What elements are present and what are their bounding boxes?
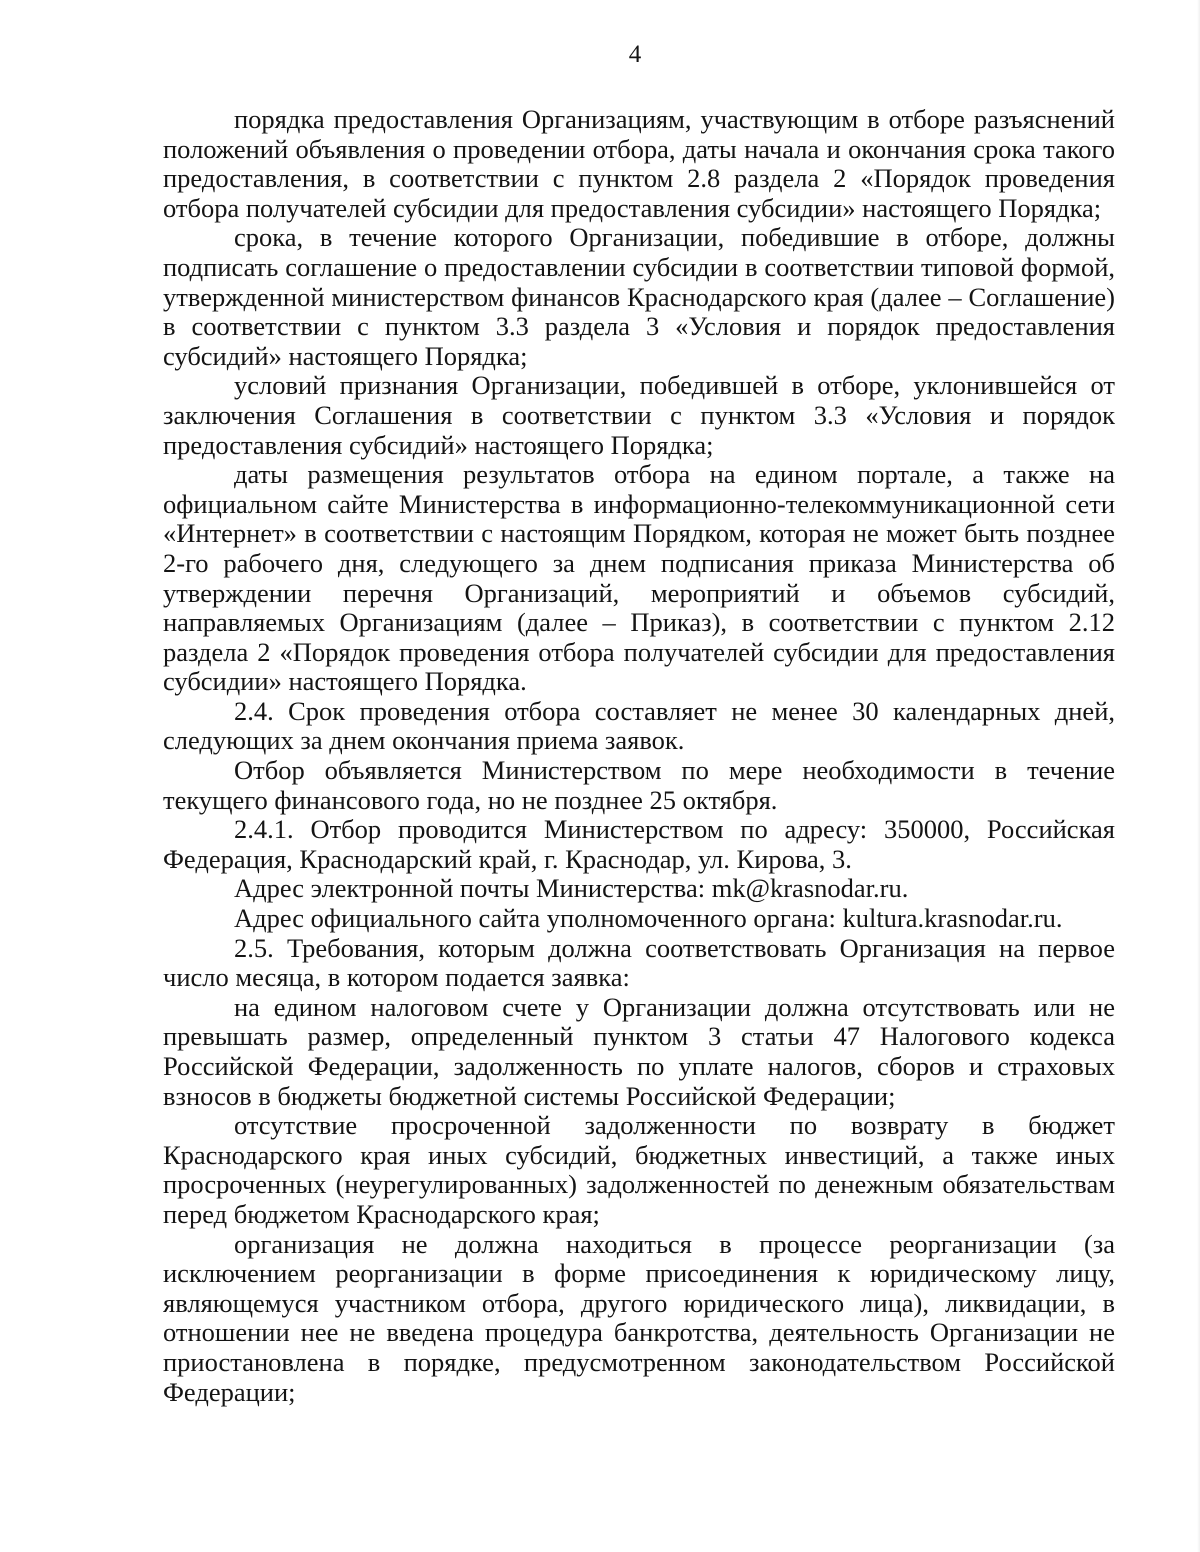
- paragraph-email: Адрес электронной почты Министерства: mk@krasnodar.ru.: [234, 873, 909, 904]
- paragraph-selection-announcement: Отбор объявляется Министерством по мере необходимости в течение текущего финансового года, но не позднее 25 октября.: [163, 755, 1115, 815]
- page-number: 4: [628, 41, 642, 68]
- paragraph-2-4-selection-period: 2.4. Срок проведения отбора составляет не менее 30 календарных дней, следующих за днем окончания приема заявок.: [163, 695, 1115, 756]
- paragraph-results-publication: даты размещения результатов отбора на едином портале, а также на официальном сайте Министерства в информационно-телекоммуникационной сети «Интернет» в соответствии с настоящим Порядком, которая не может быть позднее 2-го рабочего дня, следующего за днем подписания приказа Министерства об утверждении перечня Организаций, мероприятий и объемов субсидий, направляемых Организациям (далее – Приказ), в соответствии с пунктом 2.12 раздела 2 «Порядок проведения отбора получателей субсидии для предоставления субсидии» настоящего Порядка.: [163, 459, 1115, 697]
- paragraph-overdue-debt: отсутствие просроченной задолженности по возврату в бюджет Краснодарского края иных субсидий, бюджетных инвестиций, а также иных просроченных (неурегулированных) задолженностей по денежным обязательствам перед бюджетом Краснодарского края;: [163, 1110, 1115, 1229]
- paragraph-reorganization: организация не должна находиться в процессе реорганизации (за исключением реорганизации в форме присоединения к юридическому лицу, являющемуся участником отбора, другого юридического лица), ликвидации, в отношении нее не введена процедура банкротства, деятельность Организации не приостановлена в порядке, предусмотренном законодательством Российской Федерации;: [163, 1228, 1115, 1407]
- paragraph-agreement-term: срока, в течение которого Организации, победившие в отборе, должны подписать соглашение о предоставлении субсидии в соответствии типовой формой, утвержденной министерством финансов Краснодарского края (далее – Соглашение) в соответствии с пунктом 3.3 раздела 3 «Условия и порядок предоставления субсидий» настоящего Порядка;: [163, 222, 1115, 371]
- paragraph-2-5-requirements: 2.5. Требования, которым должна соответствовать Организация на первое число месяца, в котором подается заявка:: [163, 932, 1115, 993]
- paragraph-2-4-1-address: 2.4.1. Отбор проводится Министерством по адресу: 350000, Российская Федерация, Краснодарский край, г. Краснодар, ул. Кирова, 3.: [163, 814, 1115, 874]
- paragraph-clarification-order: порядка предоставления Организациям, участвующим в отборе разъяснений положений объявления о проведении отбора, даты начала и окончания срока такого предоставления, в соответствии с пунктом 2.8 раздела 2 «Порядок проведения отбора получателей субсидии для предоставления субсидии» настоящего Порядка;: [163, 104, 1115, 223]
- document-body: [163, 105, 1115, 1407]
- paragraph-evasion-conditions: условий признания Организации, победившей в отборе, уклонившейся от заключения Соглашения в соответствии с пунктом 3.3 «Условия и порядок предоставления субсидий» настоящего Порядка;: [163, 370, 1115, 460]
- paragraph-tax-debt: на едином налоговом счете у Организации должна отсутствовать или не превышать размер, определенный пунктом 3 статьи 47 Налогового кодекса Российской Федерации, задолженность по уплате налогов, сборов и страховых взносов в бюджеты бюджетной системы Российской Федерации;: [163, 991, 1115, 1111]
- paragraph-website: Адрес официального сайта уполномоченного органа: kultura.krasnodar.ru.: [234, 903, 1063, 934]
